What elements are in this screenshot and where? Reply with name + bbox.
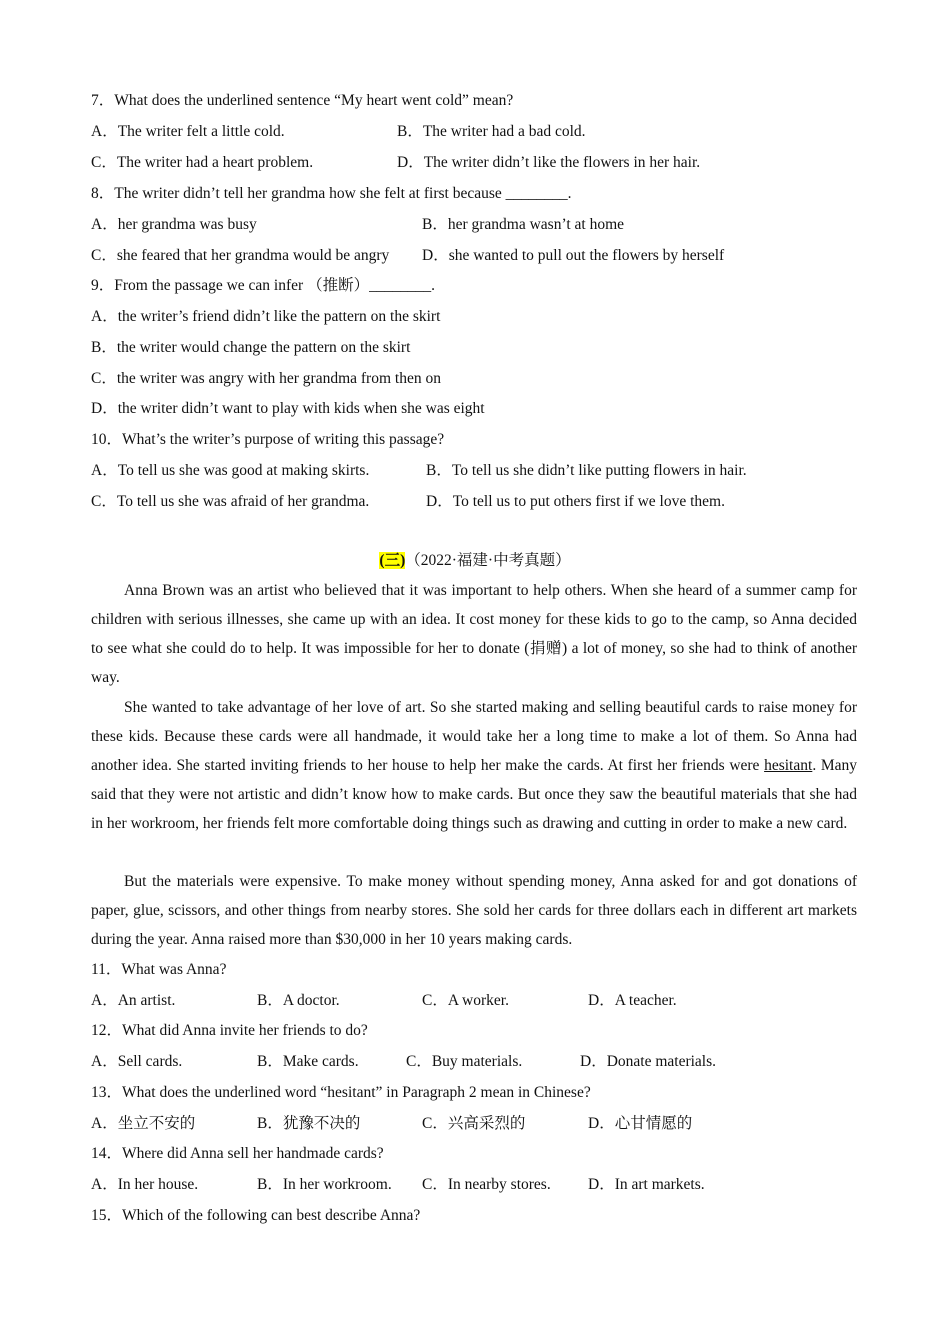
question-10-option-c: C．To tell us she was afraid of her grandma.: [91, 493, 370, 510]
section-source: （2022·福建·中考真题）: [405, 552, 571, 569]
question-13-option-b: B．犹豫不决的: [257, 1115, 361, 1132]
passage-paragraph-1: Anna Brown was an artist who believed that it was important to help others. When she heard of a summer camp for children with serious illnesses, she came up with an idea. It cost money for these kids to go to the camp, so Anna decided to see what she could do to help. It was impossible for her to donate (捐赠) a lot of money, so she had to think of another way.: [91, 582, 857, 686]
question-13-stem: 13．What does the underlined word “hesitant” in Paragraph 2 mean in Chinese?: [91, 1084, 591, 1101]
question-8-option-a: A．her grandma was busy: [91, 216, 257, 233]
question-10-option-a: A．To tell us she was good at making skirts.: [91, 462, 370, 479]
question-12-option-a: A．Sell cards.: [91, 1053, 183, 1070]
question-9-stem: 9．From the passage we can infer （推断）________.: [91, 277, 435, 294]
question-7-stem: 7．What does the underlined sentence “My heart went cold” mean?: [91, 92, 514, 109]
question-13-option-c: C．兴高采烈的: [422, 1115, 526, 1132]
question-15-stem: 15．Which of the following can best describe Anna?: [91, 1207, 421, 1224]
section-heading: [0, 551, 950, 571]
question-12-option-b: B．Make cards.: [257, 1053, 359, 1070]
question-9-option-d: D．the writer didn’t want to play with kids when she was eight: [91, 400, 485, 417]
question-14-option-b: B．In her workroom.: [257, 1176, 392, 1193]
question-8-stem: 8．The writer didn’t tell her grandma how she felt at first because ________.: [91, 185, 572, 202]
question-14-option-d: D．In art markets.: [588, 1176, 705, 1193]
question-7-option-d: D．The writer didn’t like the flowers in her hair.: [397, 154, 701, 171]
question-11-option-d: D．A teacher.: [588, 992, 677, 1009]
question-10-option-b: B．To tell us she didn’t like putting flowers in hair.: [426, 462, 747, 479]
question-8-option-d: D．she wanted to pull out the flowers by herself: [422, 247, 725, 264]
question-9-option-b: B．the writer would change the pattern on the skirt: [91, 339, 411, 356]
question-9-option-a: A．the writer’s friend didn’t like the pattern on the skirt: [91, 308, 441, 325]
question-11-option-b: B．A doctor.: [257, 992, 340, 1009]
underlined-word-hesitant: hesitant: [764, 757, 813, 774]
question-12-option-c: C．Buy materials.: [406, 1053, 523, 1070]
question-10-option-d: D．To tell us to put others first if we love them.: [426, 493, 725, 510]
question-8-option-b: B．her grandma wasn’t at home: [422, 216, 625, 233]
question-14-option-c: C．In nearby stores.: [422, 1176, 551, 1193]
question-11-option-c: C．A worker.: [422, 992, 509, 1009]
question-14-option-a: A．In her house.: [91, 1176, 199, 1193]
question-11-option-a: A．An artist.: [91, 992, 176, 1009]
question-14-stem: 14．Where did Anna sell her handmade cards?: [91, 1145, 384, 1162]
question-8-option-c: C．she feared that her grandma would be angry: [91, 247, 390, 264]
question-11-stem: 11．What was Anna?: [91, 961, 227, 978]
passage-paragraph-2: She wanted to take advantage of her love of art. So she started making and selling beautiful cards to raise money for these kids. Because these cards were all handmade, it would take her a long time to make a lot of them. So Anna had another idea. She started inviting friends to her house to help her make the cards. At first her friends were hesitant. Many said that they were not artistic and didn’t know how to make cards. But once they saw the beautiful materials that she had in her workroom, her friends felt more comfortable doing things such as drawing and cutting in order to make a new card.: [91, 699, 857, 832]
question-13-option-a: A．坐立不安的: [91, 1115, 196, 1132]
question-13-option-d: D．心甘情愿的: [588, 1115, 693, 1132]
question-9-option-c: C．the writer was angry with her grandma from then on: [91, 370, 441, 387]
passage-paragraph-3: But the materials were expensive. To make money without spending money, Anna asked for and got donations of paper, glue, scissors, and other things from nearby stores. She sold her cards for three dollars each in different art markets during the year. Anna raised more than $30,000 in her 10 years making cards.: [91, 873, 857, 948]
section-number: (三): [379, 552, 406, 569]
question-7-option-a: A．The writer felt a little cold.: [91, 123, 285, 140]
question-7-option-b: B．The writer had a bad cold.: [397, 123, 586, 140]
question-12-option-d: D．Donate materials.: [580, 1053, 717, 1070]
question-12-stem: 12．What did Anna invite her friends to do?: [91, 1022, 368, 1039]
question-7-option-c: C．The writer had a heart problem.: [91, 154, 314, 171]
question-10-stem: 10．What’s the writer’s purpose of writing this passage?: [91, 431, 445, 448]
